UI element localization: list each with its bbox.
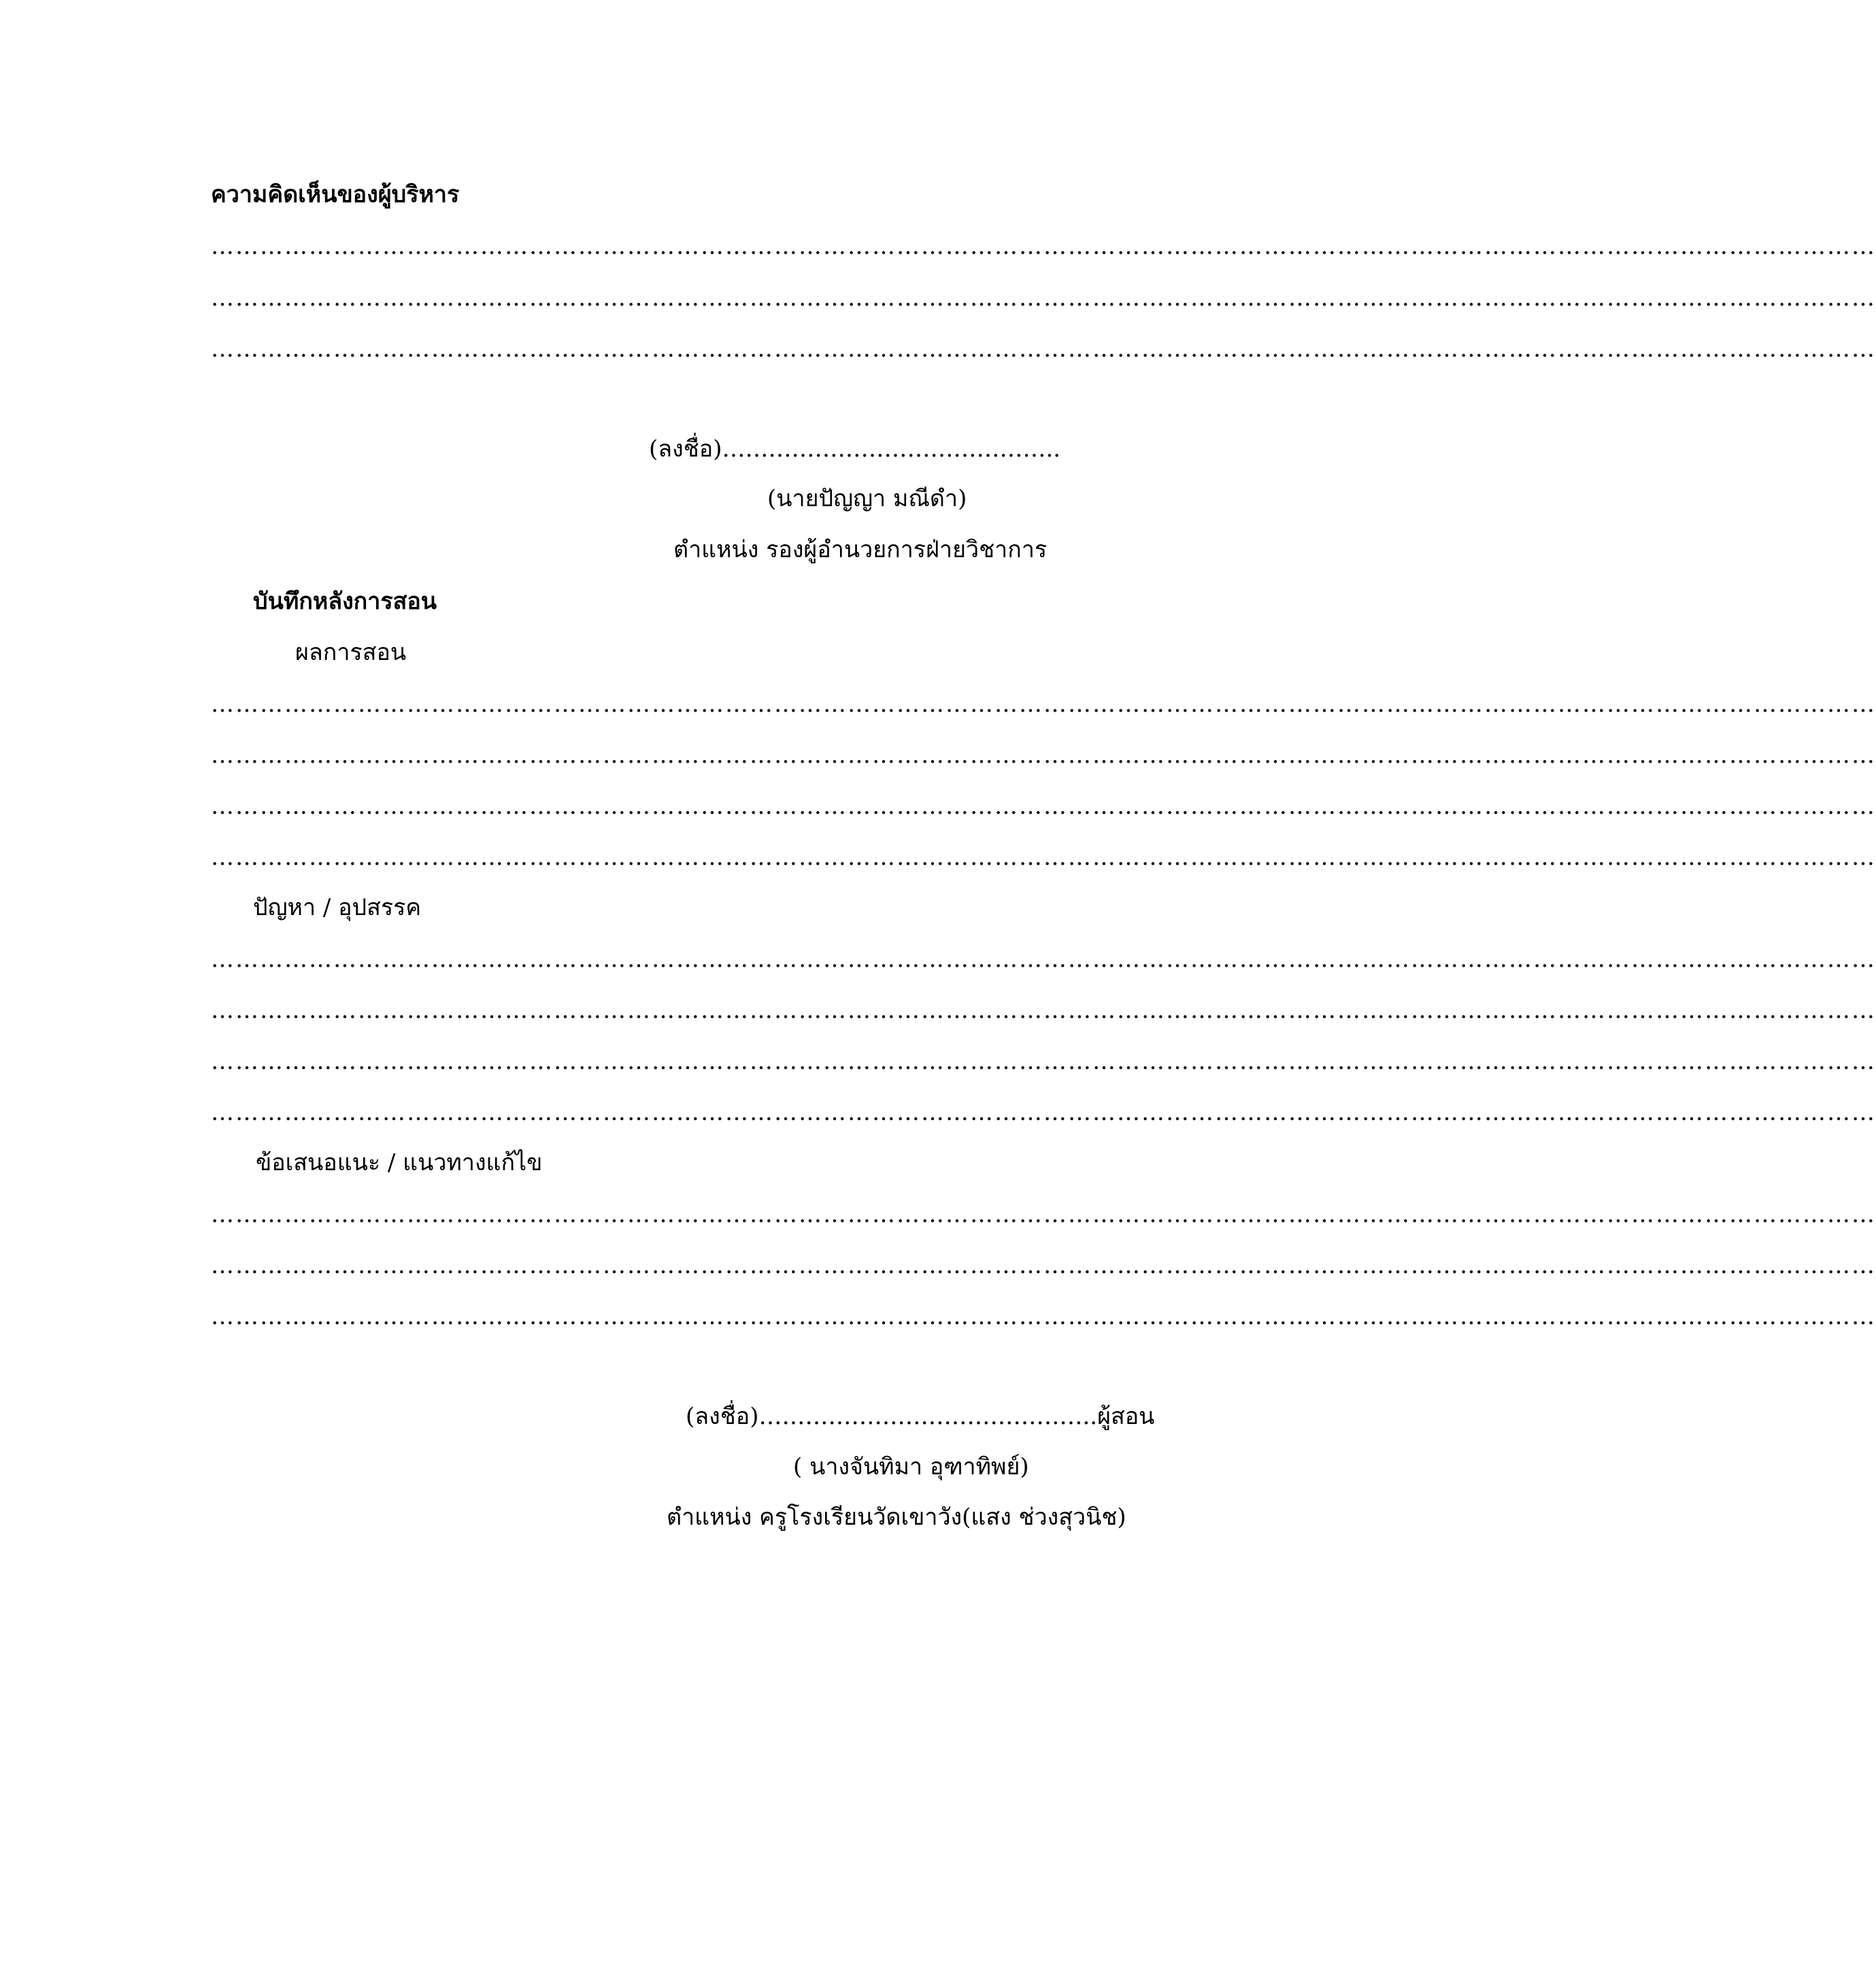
suggestions-line-3: ……………………………………………………………………………………………………………………………………………………………………………………: [211, 1303, 1876, 1330]
post-teaching-heading: บันทึกหลังการสอน: [253, 588, 437, 615]
admin-position: ตำแหน่ง รองผู้อำนวยการฝ่ายวิชาการ: [673, 536, 1048, 563]
results-line-4: ……………………………………………………………………………………………………………………………………………………………………………………: [211, 844, 1876, 871]
problems-line-4: ……………………………………………………………………………………………………………………………………………………………………………………: [211, 1099, 1876, 1126]
results-line-1: ……………………………………………………………………………………………………………………………………………………………………………………: [211, 691, 1876, 718]
teacher-position: ตำแหน่ง ครูโรงเรียนวัดเขาวัง(แสง ช่วงสุวนิช): [667, 1504, 1126, 1531]
admin-comment-line-1: ……………………………………………………………………………………………………………………………………………………………………………………: [211, 233, 1876, 260]
results-label: ผลการสอน: [295, 639, 407, 666]
suggestions-line-1: ……………………………………………………………………………………………………………………………………………………………………………………: [211, 1201, 1876, 1228]
suggestions-line-2: ……………………………………………………………………………………………………………………………………………………………………………………: [211, 1252, 1876, 1279]
problems-label: ปัญหา / อุปสรรค: [253, 894, 422, 921]
results-line-2: ……………………………………………………………………………………………………………………………………………………………………………………: [211, 742, 1876, 769]
admin-comment-line-2: ……………………………………………………………………………………………………………………………………………………………………………………: [211, 284, 1876, 312]
admin-comment-heading: ความคิดเห็นของผู้บริหาร: [211, 181, 460, 208]
teacher-name: ( นางจันทิมา อุฑาทิพย์): [793, 1453, 1029, 1480]
admin-sign-line: (ลงชื่อ)……………………………………..: [649, 435, 1061, 463]
problems-line-3: ……………………………………………………………………………………………………………………………………………………………………………………: [211, 1048, 1876, 1075]
problems-line-1: ……………………………………………………………………………………………………………………………………………………………………………………: [211, 946, 1876, 973]
admin-comment-line-3: ……………………………………………………………………………………………………………………………………………………………………………………: [211, 335, 1876, 363]
teacher-sign-line: (ลงชื่อ)……………………………………..ผู้สอน: [686, 1403, 1155, 1430]
admin-name: (นายปัญญา มณีดำ): [767, 485, 967, 512]
problems-line-2: ……………………………………………………………………………………………………………………………………………………………………………………: [211, 997, 1876, 1024]
suggestions-label: ข้อเสนอแนะ / แนวทางแก้ไข: [256, 1149, 543, 1176]
results-line-3: ……………………………………………………………………………………………………………………………………………………………………………………: [211, 793, 1876, 820]
